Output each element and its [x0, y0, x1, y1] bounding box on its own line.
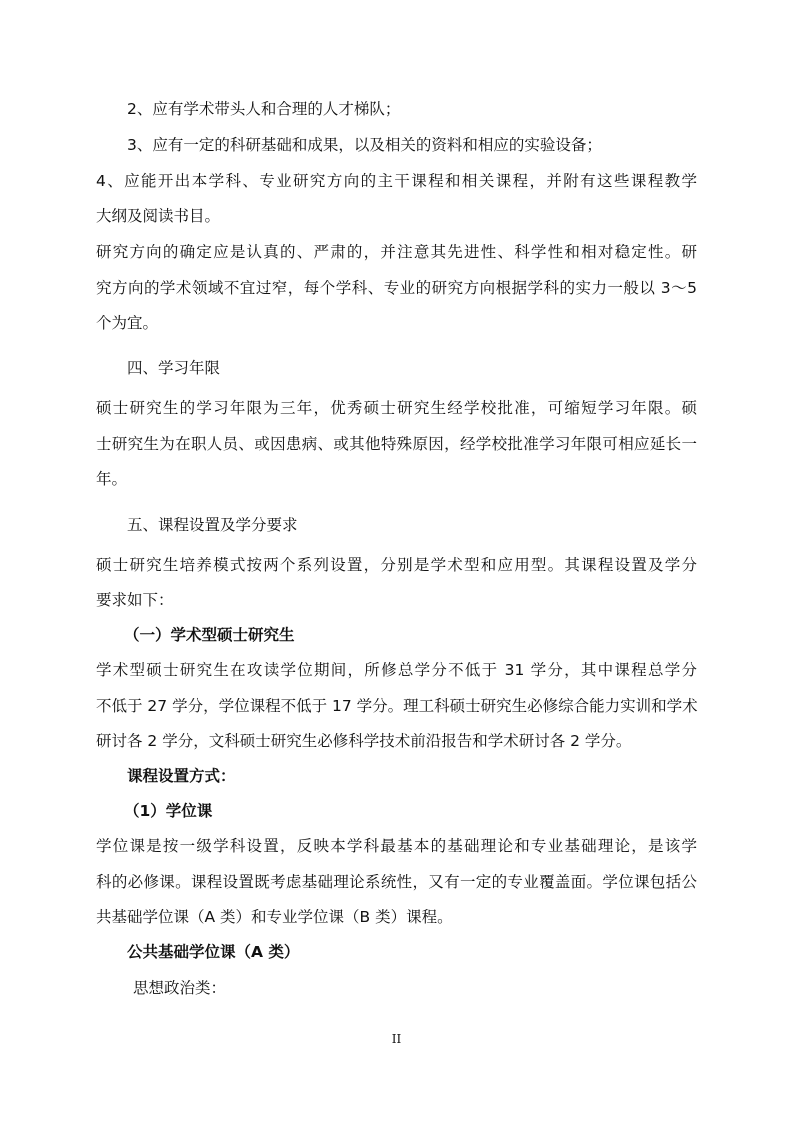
degree-course-line-1: 学位课是按一级学科设置，反映本学科最基本的基础理论和专业基础理论，是该学 [96, 837, 697, 855]
requirement-4-line-1: 4、应能开出本学科、专业研究方向的主干课程和相关课程，并附有这些课程教学 [96, 172, 697, 190]
study-years-line-2: 士研究生为在职人员、或因患病、或其他特殊原因，经学校批准学习年限可相应延长一 [96, 435, 697, 453]
requirement-4-line-2: 大纲及阅读书目。 [96, 207, 221, 225]
subheading-course-mode: 课程设置方式： [127, 767, 236, 785]
subheading-academic-master: （一）学术型硕士研究生 [124, 626, 295, 644]
study-years-line-1: 硕士研究生的学习年限为三年，优秀硕士研究生经学校批准，可缩短学习年限。硕 [96, 399, 697, 417]
section-heading-study-years: 四、学习年限 [127, 359, 221, 377]
requirement-2: 2、应有学术带头人和合理的人才梯队； [127, 100, 401, 118]
degree-course-line-3: 共基础学位课（A 类）和专业学位课（B 类）课程。 [96, 908, 453, 926]
subheading-public-basic-a: 公共基础学位课（A 类） [127, 943, 300, 961]
study-years-line-3: 年。 [96, 470, 128, 488]
subheading-degree-course: （1）学位课 [124, 802, 213, 820]
credit-requirement-line-3: 研讨各 2 学分，文科硕士研究生必修科学技术前沿报告和学术研讨各 2 学分。 [96, 732, 632, 750]
credit-requirement-line-2: 不低于 27 学分，学位课程不低于 17 学分。理工科硕士研究生必修综合能力实训和学术 [96, 697, 698, 715]
training-mode-line-1: 硕士研究生培养模式按两个系列设置，分别是学术型和应用型。其课程设置及学分 [96, 556, 697, 574]
requirement-3: 3、应有一定的科研基础和成果，以及相关的资料和相应的实验设备； [127, 136, 602, 154]
page-number: II [391, 1032, 402, 1046]
training-mode-line-2: 要求如下： [96, 591, 174, 609]
research-direction-line-1: 研究方向的确定应是认真的、严肃的，并注意其先进性、科学性和相对稳定性。研 [96, 243, 697, 261]
research-direction-line-3: 个为宜。 [96, 314, 159, 332]
credit-requirement-line-1: 学术型硕士研究生在攻读学位期间，所修总学分不低于 31 学分，其中课程总学分 [96, 661, 697, 679]
degree-course-line-2: 科的必修课。课程设置既考虑基础理论系统性，又有一定的专业覆盖面。学位课包括公 [96, 873, 697, 891]
section-heading-curriculum: 五、课程设置及学分要求 [127, 516, 298, 534]
research-direction-line-2: 究方向的学术领域不宜过窄，每个学科、专业的研究方向根据学科的实力一般以 3～5 [96, 279, 697, 297]
political-category-label: 思想政治类： [133, 979, 227, 997]
